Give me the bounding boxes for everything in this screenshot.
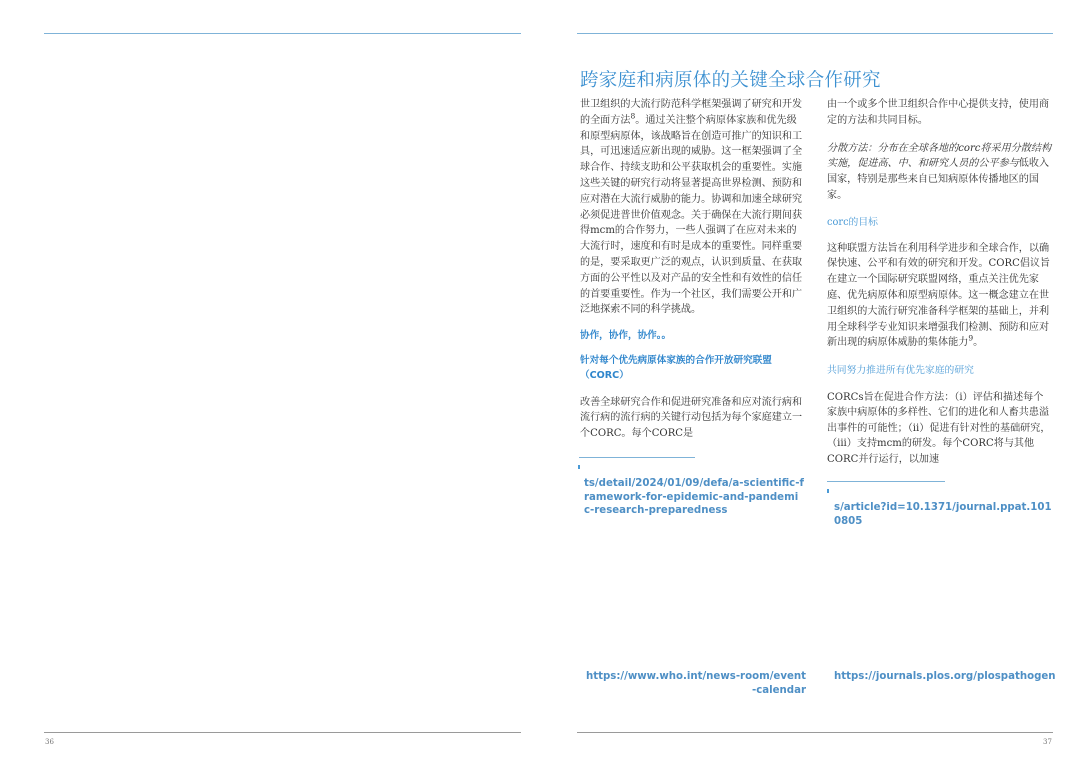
corc-goals-heading: corc的目标 bbox=[827, 216, 878, 228]
footnote-url-left[interactable]: ts/detail/2024/01/09/defa/a-scientific-framework-for-epidemic-and-pandemic-research-preparedness bbox=[584, 478, 804, 516]
top-rule-right bbox=[577, 33, 1053, 34]
page-title: 跨家庭和病原体的关键全球合作研究 bbox=[580, 70, 881, 91]
col2-paragraph-3: 这种联盟方法旨在利用科学进步和全球合作，以确保快速、公平和有效的研究和开发。CORC倡议旨在建立一个国际研究联盟网络，重点关注优先家庭、优先病原体和原型病原体。这一概念建立在世卫组织的大流行研究准备科学框架的基础上，并利用全球科学专业知识来增强我们检测、预防和应对新出现的病原体威胁的集体能力$^9$。 bbox=[827, 242, 1051, 349]
decentralized-approach-italic: 分散方法：分布在全球各地的corc将采用分散结构实施，促进高、中、和研究人员的公平参与 bbox=[827, 142, 1052, 170]
joint-effort-heading: 共同努力推进所有优先家庭的研究 bbox=[827, 365, 974, 377]
footnote-marker-left bbox=[578, 465, 580, 469]
footnote-rule-left bbox=[579, 457, 695, 458]
footnote-rule-right bbox=[827, 481, 945, 482]
page-number-left: 36 bbox=[45, 738, 54, 746]
col1-paragraph-1: 世卫组织的大流行防范科学框架强调了研究和开发的全面方法$^8$。通过关注整个病原体家族和优先级和原型病原体，该战略旨在创造可推广的知识和工具，可迅速适应新出现的威胁。这一框架强调了全球合作、持续支助和公平获取机会的重要性。实施这些关键的研究行动将显著提高世界检测、预防和应对潜在大流行威胁的能力。协调和加速全球研究必须促进普世价值观念。关于确保在大流行期间获得mcm的合作努力，一些人强调了在应对未来的大流行时，速度和有时是成本的重要性。同样重要的是，要采取更广泛的观点，认识到质量、在获取方面的公平性以及对产品的安全性和有效性的信任的首要重要性。作为一个社区，我们需要公开和广泛地探索不同的科学挑战。 bbox=[580, 99, 803, 316]
top-rule-left bbox=[44, 33, 521, 34]
column-1 bbox=[580, 97, 804, 441]
col1-paragraph-2: 改善全球研究合作和促进研究准备和应对流行病和流行病的流行病的关键行动包括为每个家庭建立一个CORC。每个CORC是 bbox=[580, 396, 803, 439]
bottom-rule-right bbox=[577, 732, 1053, 733]
collab-callout: 协作，协作，协作。。 bbox=[580, 330, 672, 342]
footnote-url-bottom-right[interactable]: https://journals.plos.org/plospathogen bbox=[834, 671, 1056, 682]
col2-paragraph-4: CORCs旨在促进合作方法：（i）评估和描述每个家族中病原体的多样性、它们的进化和人畜共患溢出事件的可能性；（ii）促进有针对性的基础研究，（iii）支持mcm的研发。每个CORC将与其他CORC并行运行，以加速 bbox=[827, 391, 1051, 465]
col2-paragraph-2: 分散方法：分布在全球各地的corc将采用分散结构实施，促进高、中、和研究人员的公平参与低收入国家，特别是那些来自已知病原体传播地区的国家。 bbox=[827, 142, 1052, 201]
footnote-ref-8[interactable]: 8 bbox=[630, 111, 636, 121]
page-number-right: 37 bbox=[1043, 738, 1052, 746]
bottom-rule-left bbox=[44, 732, 521, 733]
col2-paragraph-1: 由一个或多个世卫组织合作中心提供支持，使用商定的方法和共同目标。 bbox=[827, 99, 1050, 126]
footnote-ref-9[interactable]: 9 bbox=[968, 334, 974, 343]
footnote-url-bottom-left[interactable]: https://www.who.int/news-room/event-calendar bbox=[586, 671, 806, 696]
footnote-marker-right bbox=[827, 489, 829, 493]
column-2 bbox=[827, 97, 1053, 467]
footnote-url-right[interactable]: s/article?id=10.1371/journal.ppat.1010805 bbox=[834, 502, 1052, 527]
corc-heading: 针对每个优先病原体家族的合作开放研究联盟（CORC） bbox=[580, 354, 772, 381]
